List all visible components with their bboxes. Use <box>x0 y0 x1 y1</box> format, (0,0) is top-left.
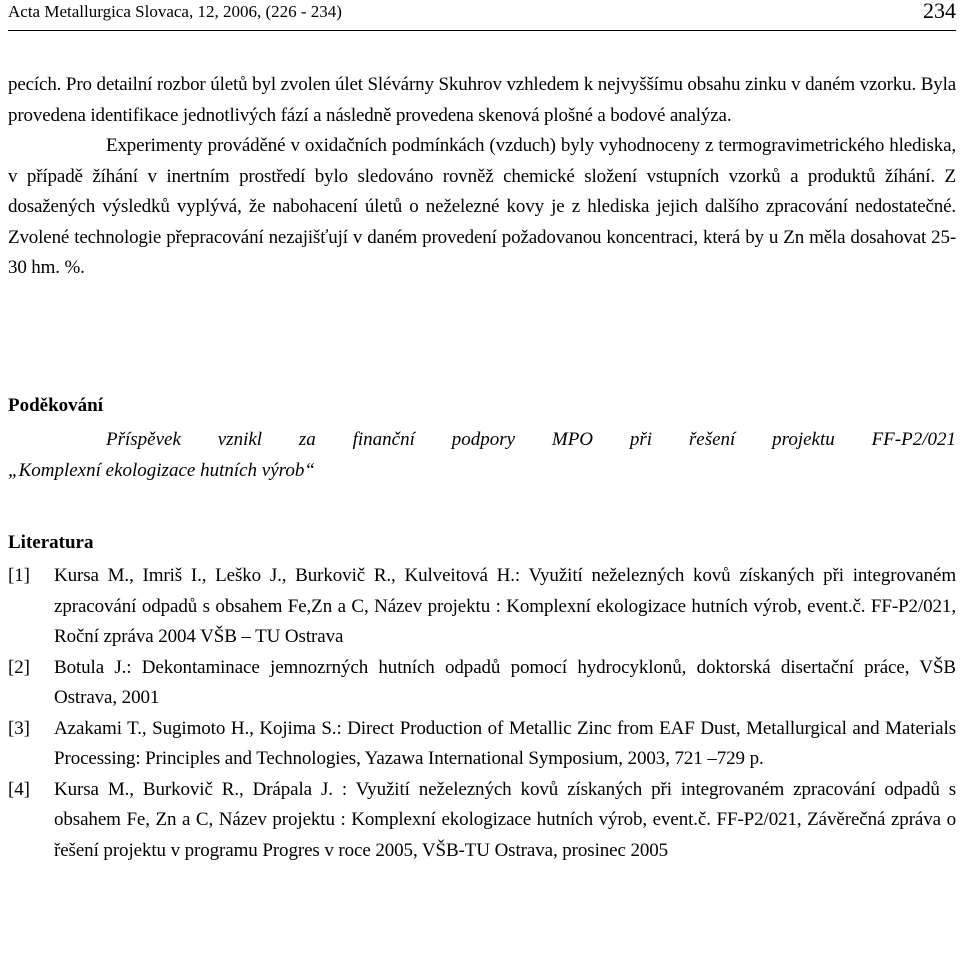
reference-number: [3] <box>8 717 30 739</box>
reference-number: [2] <box>8 656 30 678</box>
paragraph-conclusion: Experimenty prováděné v oxidačních podmínkách (vzduch) byly vyhodnoceny z termogravimetrického hlediska, v případě žíhání v inertním prostředí bylo sledováno rovněž chemické složení vstupních vzorků a produktů žíhání. Z dosažených výsledků vyplývá, že nabohacení úletů o neželezné kovy je z hlediska jejich dalšího zpracování nedostatečné. Zvolené technologie přepracování nezajišťují v daném provedení požadovanou koncentraci, která by u Zn měla dosahovat 25-30 hm. %. <box>8 135 956 278</box>
acknowledgement-line-2: „Komplexní ekologizace hutních výrob“ <box>8 460 315 481</box>
reference-item <box>8 653 956 714</box>
reference-item <box>8 775 956 867</box>
paragraph-continuation: pecích. Pro detailní rozbor úletů byl zvolen úlet Slévárny Skuhrov vzhledem k nejvyššímu obsahu zinku v daném vzorku. Byla provedena identifikace jednotlivých fází a následně provedena skenová plošné a bodové analýza. <box>8 74 956 126</box>
acknowledgement-text <box>8 424 956 486</box>
reference-text: Botula J.: Dekontaminace jemnozrných hutních odpadů pomocí hydrocyklonů, doktorská disertační práce, VŠB Ostrava, 2001 <box>54 656 956 708</box>
reference-text: Kursa M., Burkovič R., Drápala J. : Využití neželezných kovů získaných při integrovaném zpracování odpadů s obsahem Fe, Zn a C, Název projektu : Komplexní ekologizace hutních výrob, event.č. FF-P2/021, Závěrečná zpráva o řešení projektu v programu Progres v roce 2005, VŠB-TU Ostrava, prosinec 2005 <box>54 778 956 861</box>
reference-list <box>8 561 956 866</box>
reference-number: [1] <box>8 565 30 586</box>
body-text <box>8 70 956 284</box>
reference-item <box>8 714 956 775</box>
journal-citation: Acta Metallurgica Slovaca, 12, 2006, (226 - 234) <box>8 2 342 21</box>
page-number: 234 <box>923 0 956 23</box>
reference-text: Kursa M., Imriš I., Leško J., Burkovič R., Kulveitová H.: Využití neželezných kovů získaných při integrovaném zpracování odpadů s obsahem Fe,Zn a C, Název projektu : Komplexní ekologizace hutních výrob, event.č. FF-P2/021, Roční zpráva 2004 VŠB – TU Ostrava <box>54 565 956 647</box>
reference-number: [4] <box>8 778 30 800</box>
literature-heading: Literatura <box>8 532 94 553</box>
page-header <box>8 0 956 31</box>
acknowledgement-line-1: Příspěvek vznikl za finanční podpory MPO při řešení projektu FF-P2/021 <box>106 429 956 450</box>
reference-text: Azakami T., Sugimoto H., Kojima S.: Direct Production of Metallic Zinc from EAF Dust, Metallurgical and Materials Processing: Principles and Technologies, Yazawa International Symposium, 2003, 721 –729 p. <box>54 717 956 769</box>
acknowledgement-heading: Poděkování <box>8 395 104 416</box>
reference-item <box>8 561 956 653</box>
document-page <box>8 0 956 861</box>
